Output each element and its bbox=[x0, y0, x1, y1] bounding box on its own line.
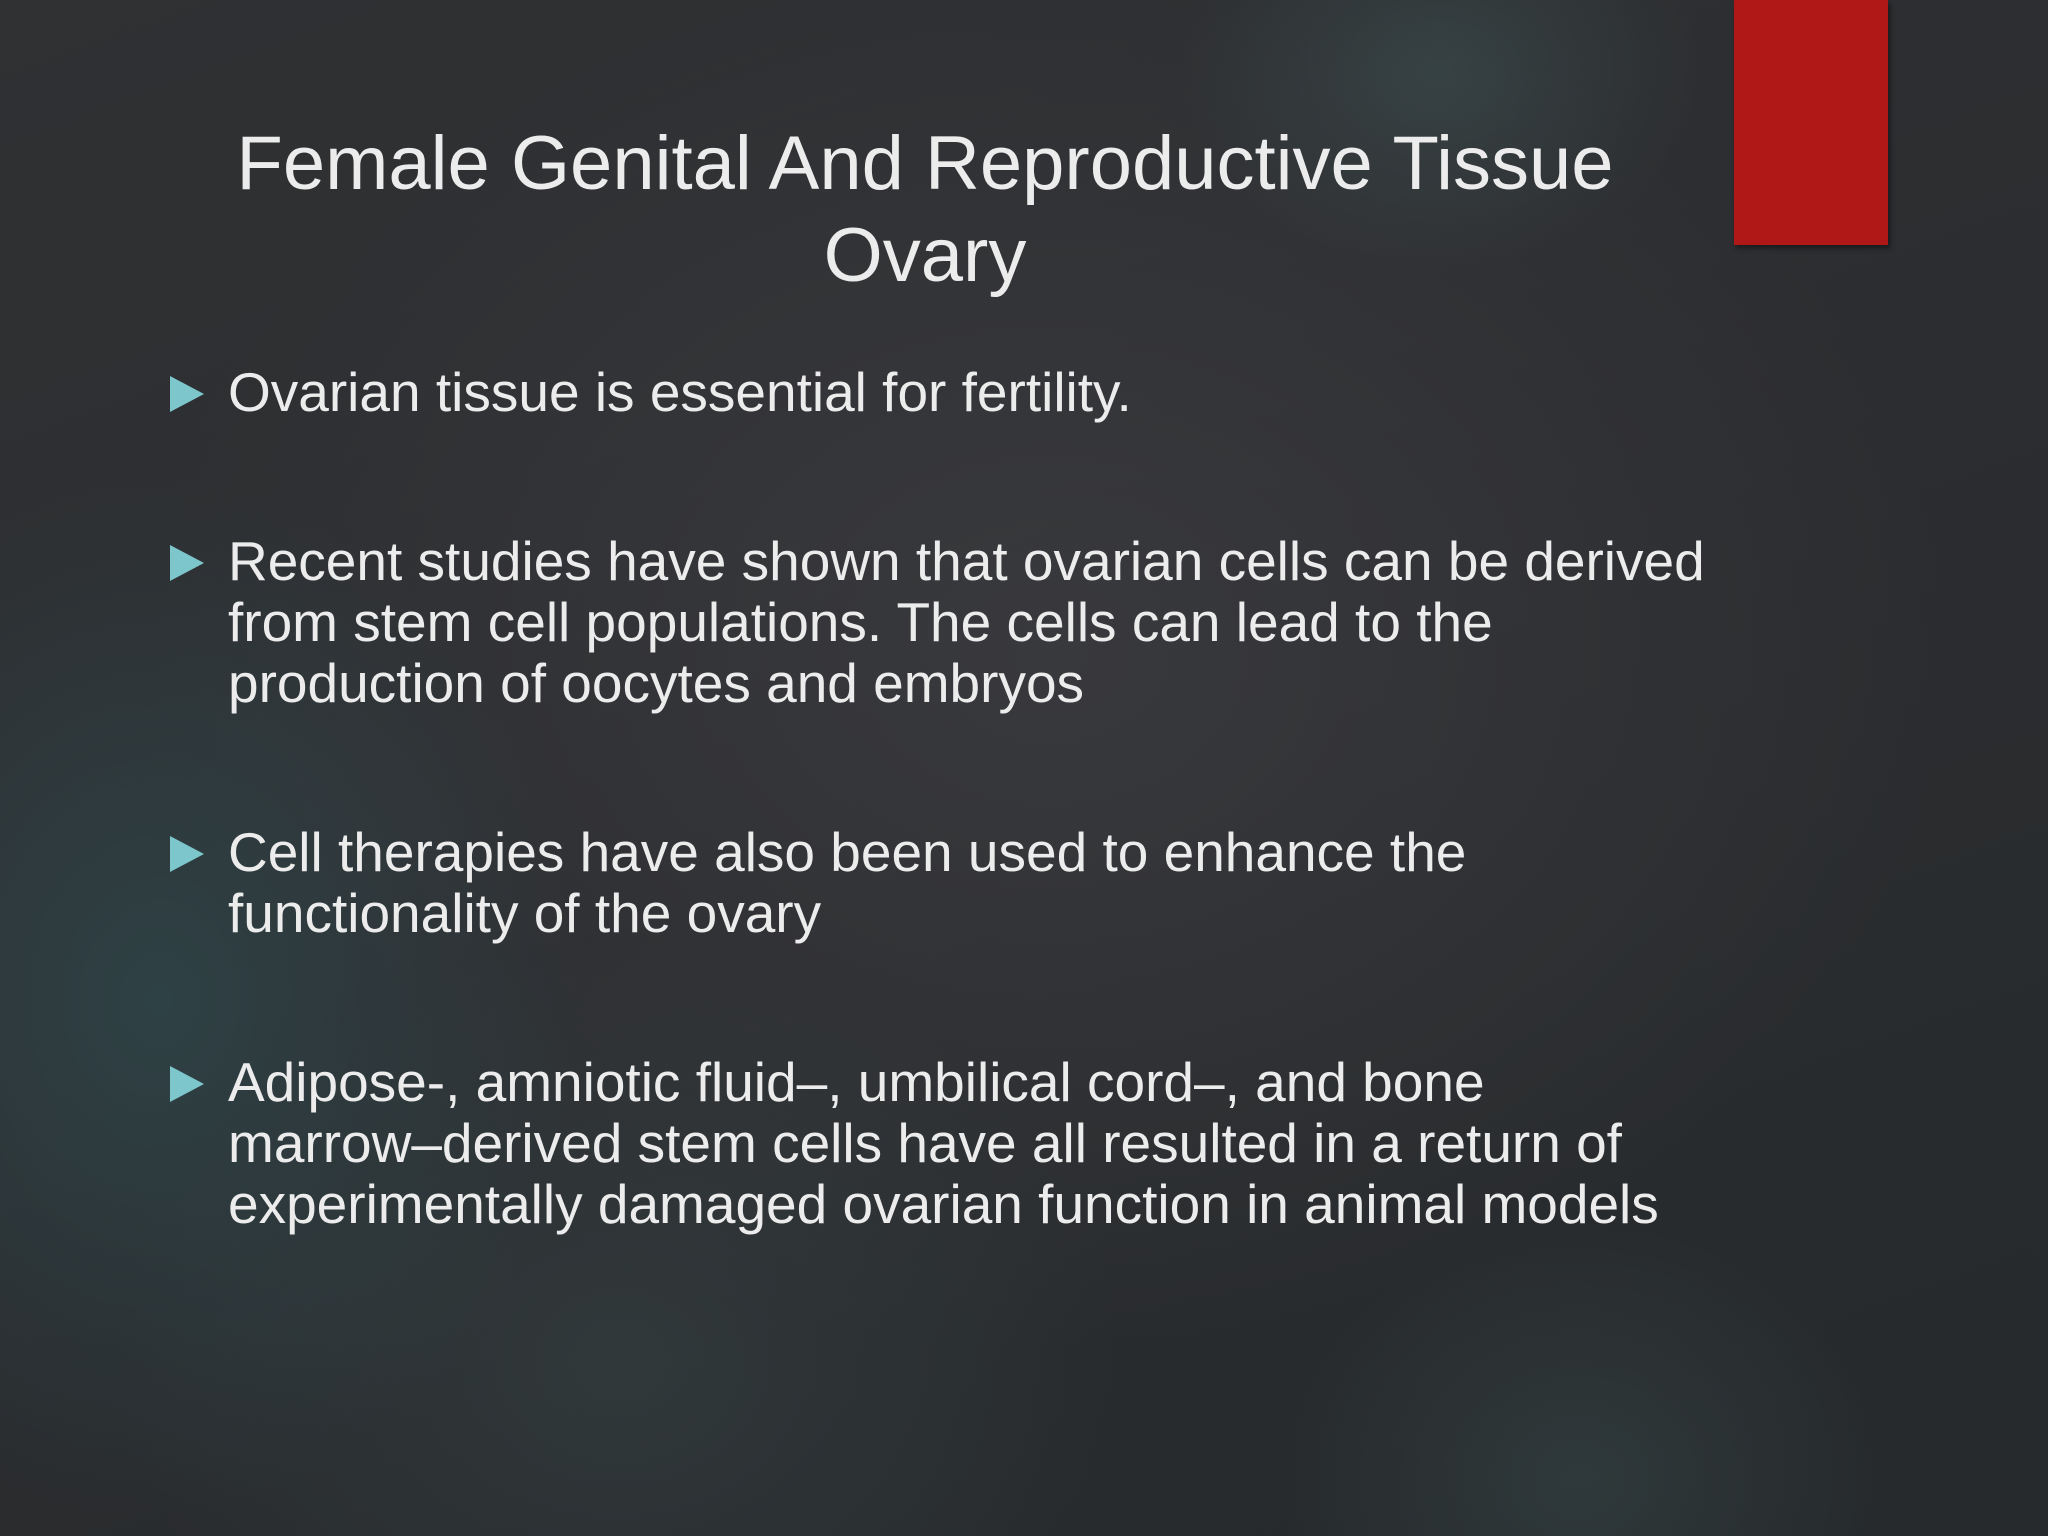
slide-title bbox=[130, 118, 1720, 302]
bullet-item bbox=[170, 822, 1810, 944]
bullet-text: Recent studies have shown that ovarian cells can be derived from stem cell populations. The cells can lead to the production of oocytes and embryos bbox=[228, 530, 1705, 714]
bullet-item bbox=[170, 1052, 1810, 1235]
triangle-right-icon bbox=[170, 545, 204, 581]
bullet-text: Cell therapies have also been used to enhance the functionality of the ovary bbox=[228, 821, 1467, 944]
triangle-right-icon bbox=[170, 376, 204, 412]
bullet-text: Ovarian tissue is essential for fertility. bbox=[228, 361, 1132, 423]
triangle-right-icon bbox=[170, 1066, 204, 1102]
bullet-item bbox=[170, 531, 1810, 714]
bullet-text: Adipose-, amniotic fluid–, umbilical cord–, and bone marrow–derived stem cells have all resulted in a return of experimentally damaged ovarian function in animal models bbox=[228, 1051, 1659, 1235]
slide-title-line-2: Ovary bbox=[823, 213, 1027, 298]
slide-title-line-1: Female Genital And Reproductive Tissue bbox=[236, 121, 1614, 206]
red-accent-bar bbox=[1734, 0, 1888, 245]
bullet-item bbox=[170, 362, 1810, 423]
triangle-right-icon bbox=[170, 836, 204, 872]
